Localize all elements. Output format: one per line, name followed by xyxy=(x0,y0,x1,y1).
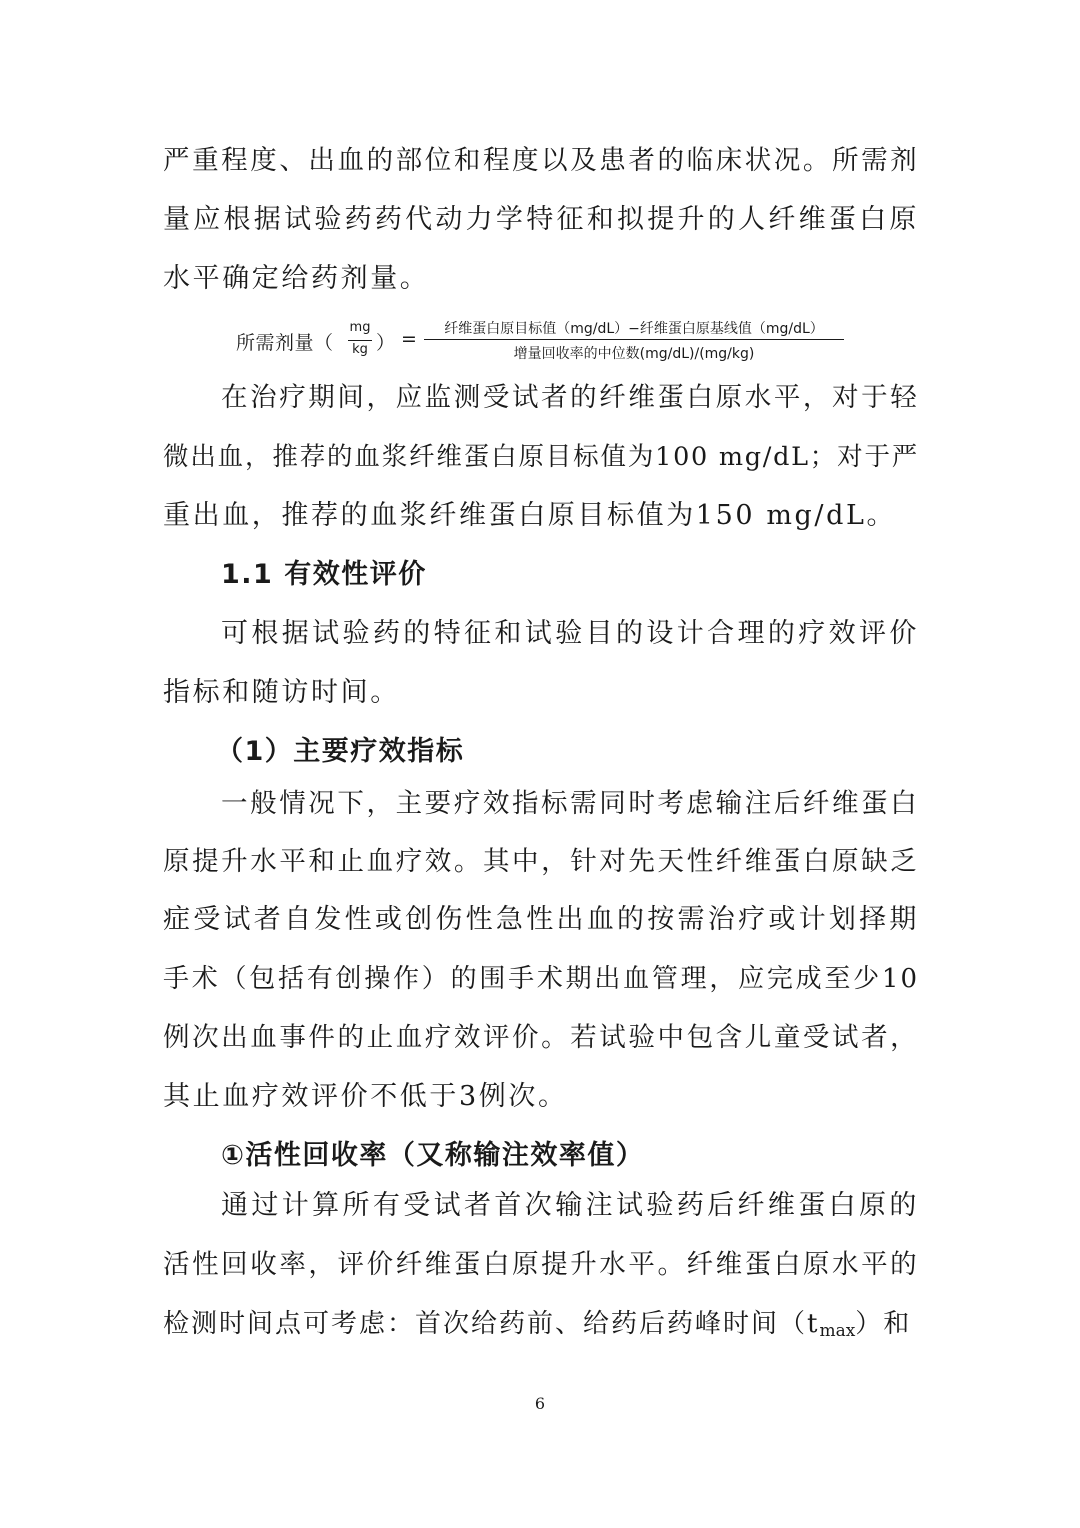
item-1-line-1: 通过计算所有受试者首次输注试验药后纤维蛋白原的 xyxy=(221,1190,919,1221)
paragraph-2-line-2: 微出血，推荐的血浆纤维蛋白原目标值为100 mg/dL；对于严 xyxy=(163,442,919,472)
formula-unit-bar xyxy=(348,340,372,341)
subsection-1-line-2: 原提升水平和止血疗效。其中，针对先天性纤维蛋白原缺乏 xyxy=(163,846,919,877)
section-1-1-line-2: 指标和随访时间。 xyxy=(163,677,400,708)
dose-formula xyxy=(236,318,856,366)
subsection-1-line-6: 其止血疗效评价不低于3例次。 xyxy=(163,1081,568,1112)
formula-unit-fraction xyxy=(347,318,373,364)
page-number: 6 xyxy=(534,1394,546,1413)
formula-unit-denominator: kg xyxy=(352,342,368,357)
formula-label: 所需剂量（ xyxy=(236,332,334,354)
item-1-heading: ①活性回收率（又称输注效率值） xyxy=(221,1140,645,1171)
tmax-subscript: max xyxy=(819,1321,856,1341)
item-1-line-3-text: 检测时间点可考虑：首次给药前、给药后药峰时间（t xyxy=(163,1309,820,1339)
subsection-1-line-3: 症受试者自发性或创伤性急性出血的按需治疗或计划择期 xyxy=(163,904,919,935)
subsection-1-line-4: 手术（包括有创操作）的围手术期出血管理，应完成至少10 xyxy=(163,964,919,994)
formula-main-fraction xyxy=(424,318,844,366)
subsection-1-heading: （1）主要疗效指标 xyxy=(216,736,465,767)
item-1-line-2: 活性回收率，评价纤维蛋白原提升水平。纤维蛋白原水平的 xyxy=(163,1249,919,1280)
subsection-1-line-5: 例次出血事件的止血疗效评价。若试验中包含儿童受试者， xyxy=(163,1022,919,1053)
formula-unit-numerator: mg xyxy=(349,320,371,335)
paragraph-2-line-3: 重出血，推荐的血浆纤维蛋白原目标值为150 mg/dL。 xyxy=(163,500,897,531)
formula-close-paren: ） xyxy=(376,332,396,354)
section-1-1-heading: 1.1 有效性评价 xyxy=(221,559,427,590)
formula-equals: = xyxy=(401,328,417,350)
formula-denominator: 增量回收率的中位数(mg/dL)/(mg/kg) xyxy=(513,346,755,362)
paragraph-1-line-1: 严重程度、出血的部位和程度以及患者的临床状况。所需剂 xyxy=(163,145,919,176)
paragraph-1-line-3: 水平确定给药剂量。 xyxy=(163,263,430,294)
paragraph-2-line-1: 在治疗期间，应监测受试者的纤维蛋白原水平，对于轻 xyxy=(221,382,919,413)
item-1-line-3 xyxy=(163,1306,919,1342)
section-1-1-line-1: 可根据试验药的特征和试验目的设计合理的疗效评价 xyxy=(221,618,919,649)
item-1-line-3-end: ）和 xyxy=(855,1309,912,1339)
subsection-1-line-1: 一般情况下，主要疗效指标需同时考虑输注后纤维蛋白 xyxy=(221,788,919,819)
formula-numerator: 纤维蛋白原目标值（mg/dL）−纤维蛋白原基线值（mg/dL） xyxy=(444,321,824,337)
paragraph-1-line-2: 量应根据试验药药代动力学特征和拟提升的人纤维蛋白原 xyxy=(163,204,919,235)
formula-fraction-bar xyxy=(424,339,844,340)
